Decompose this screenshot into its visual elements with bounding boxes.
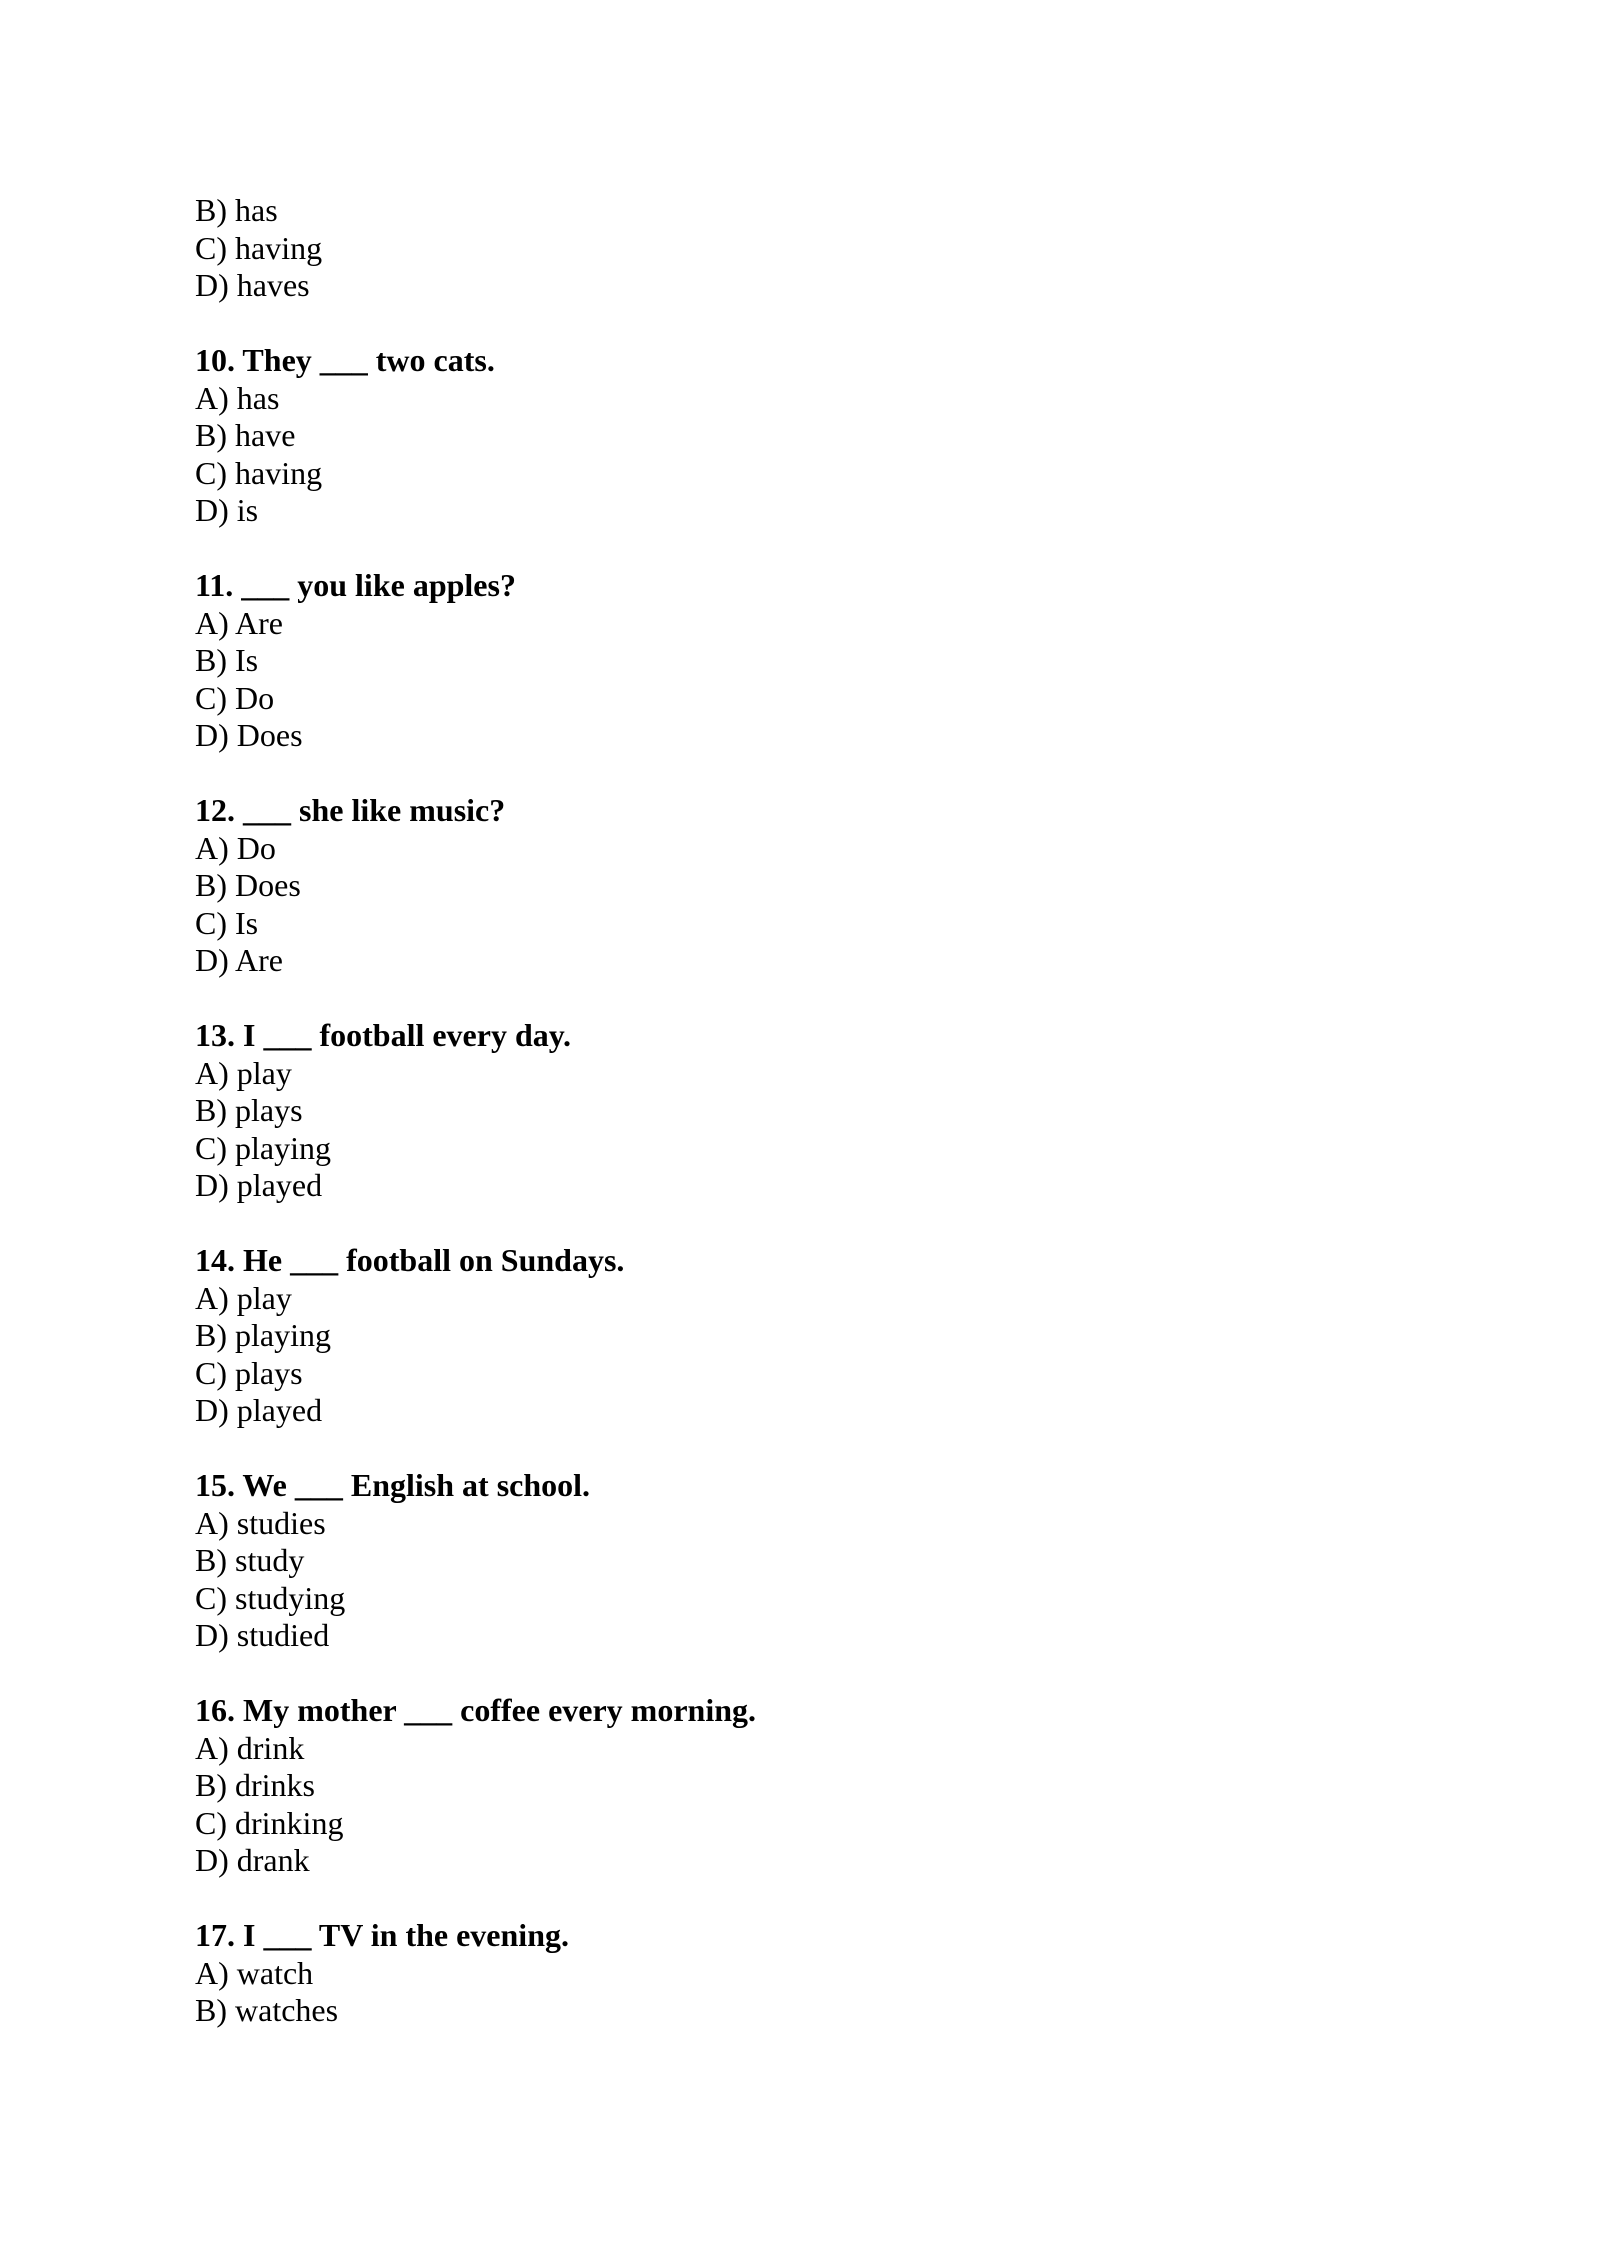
option: B) drinks [195, 1767, 315, 1803]
option: C) having [195, 454, 323, 491]
question-block-13 [195, 1017, 1445, 1205]
option: C) drinking [195, 1804, 344, 1841]
option: A) play [195, 1279, 292, 1316]
option: B) has [195, 192, 278, 228]
option: B) plays [195, 1092, 303, 1128]
spacer [195, 305, 1445, 343]
question-block-14 [195, 1242, 1445, 1430]
option: C) plays [195, 1354, 303, 1391]
question-text: 12. ___ she like music? [195, 792, 506, 828]
option: A) Are [195, 604, 283, 641]
question-text: 15. We ___ English at school. [195, 1467, 591, 1503]
spacer [195, 530, 1445, 568]
option: C) studying [195, 1579, 346, 1616]
option: A) play [195, 1054, 292, 1091]
spacer [195, 1430, 1445, 1468]
question-text: 14. He ___ football on Sundays. [195, 1242, 625, 1278]
question-block-10 [195, 342, 1445, 530]
spacer [195, 755, 1445, 793]
option: D) is [195, 492, 259, 528]
option: A) watch [195, 1954, 314, 1991]
option: D) Are [195, 942, 283, 978]
spacer [195, 980, 1445, 1018]
option: A) has [195, 379, 280, 416]
option: D) Does [195, 717, 303, 753]
option: D) haves [195, 267, 310, 303]
spacer [195, 1655, 1445, 1693]
question-text: 11. ___ you like apples? [195, 567, 516, 603]
question-text: 17. I ___ TV in the evening. [195, 1917, 569, 1953]
option: D) played [195, 1392, 323, 1428]
spacer [195, 1205, 1445, 1243]
option: B) Does [195, 867, 301, 903]
document-page [195, 192, 1445, 2030]
option: C) playing [195, 1129, 331, 1166]
option: D) studied [195, 1617, 330, 1653]
question-block-16 [195, 1692, 1445, 1880]
option: D) played [195, 1167, 323, 1203]
option: B) have [195, 417, 296, 453]
question-text: 16. My mother ___ coffee every morning. [195, 1692, 757, 1728]
option: B) study [195, 1542, 305, 1578]
question-block-17 [195, 1917, 1445, 2030]
option: B) playing [195, 1317, 331, 1353]
option: D) drank [195, 1842, 310, 1878]
spacer [195, 1880, 1445, 1918]
option: A) drink [195, 1729, 305, 1766]
option: B) watches [195, 1992, 339, 2028]
question-block-11 [195, 567, 1445, 755]
continued-options [195, 192, 1445, 305]
option: A) Do [195, 829, 276, 866]
option: C) having [195, 229, 323, 266]
question-text: 10. They ___ two cats. [195, 342, 495, 378]
question-text: 13. I ___ football every day. [195, 1017, 571, 1053]
option: B) Is [195, 642, 259, 678]
question-block-12 [195, 792, 1445, 980]
option: A) studies [195, 1504, 326, 1541]
option: C) Do [195, 679, 275, 716]
option: C) Is [195, 904, 259, 941]
question-block-15 [195, 1467, 1445, 1655]
